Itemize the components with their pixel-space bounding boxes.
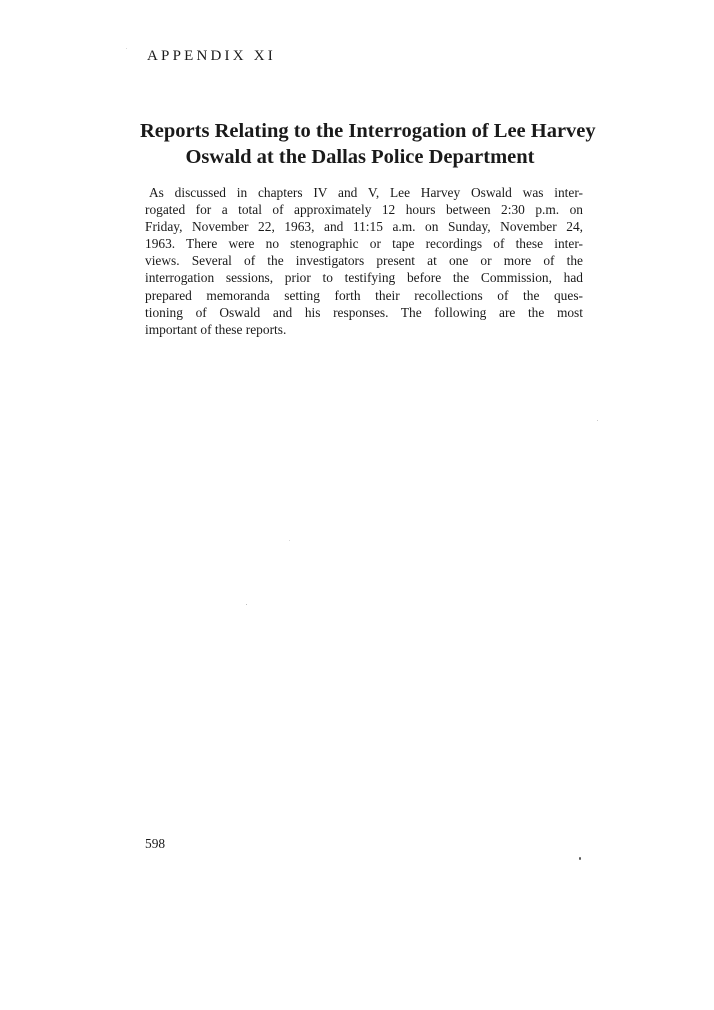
page-number: 598: [145, 836, 166, 851]
body-paragraph: [145, 184, 583, 338]
title-line-1: Reports Relating to the Interrogation of Lee Harvey: [140, 120, 596, 142]
scan-speck: [246, 604, 247, 605]
paragraph-line: tioning of Oswald and his responses. The following are the most: [145, 304, 583, 320]
title-line-2: Oswald at the Dallas Police Department: [185, 146, 535, 168]
scan-speck: [597, 420, 598, 421]
paragraph-line: Friday, November 22, 1963, and 11:15 a.m. on Sunday, November 24,: [145, 219, 583, 235]
scan-speck: [579, 857, 581, 860]
page-title: [140, 118, 596, 170]
scan-speck: [126, 48, 127, 49]
paragraph-line: views. Several of the investigators present at one or more of the: [145, 253, 583, 269]
scan-speck: [289, 540, 290, 541]
paragraph-line: important of these reports.: [145, 321, 287, 337]
appendix-label: APPENDIX XI: [147, 48, 276, 64]
paragraph-line: As discussed in chapters IV and V, Lee Harvey Oswald was inter-: [149, 185, 583, 200]
paragraph-line: 1963. There were no stenographic or tape recordings of these inter-: [145, 236, 583, 252]
paragraph-line: prepared memoranda setting forth their recollections of the ques-: [145, 287, 583, 303]
paragraph-line: rogated for a total of approximately 12 hours between 2:30 p.m. on: [145, 202, 583, 218]
paragraph-line: interrogation sessions, prior to testifying before the Commission, had: [145, 270, 583, 286]
